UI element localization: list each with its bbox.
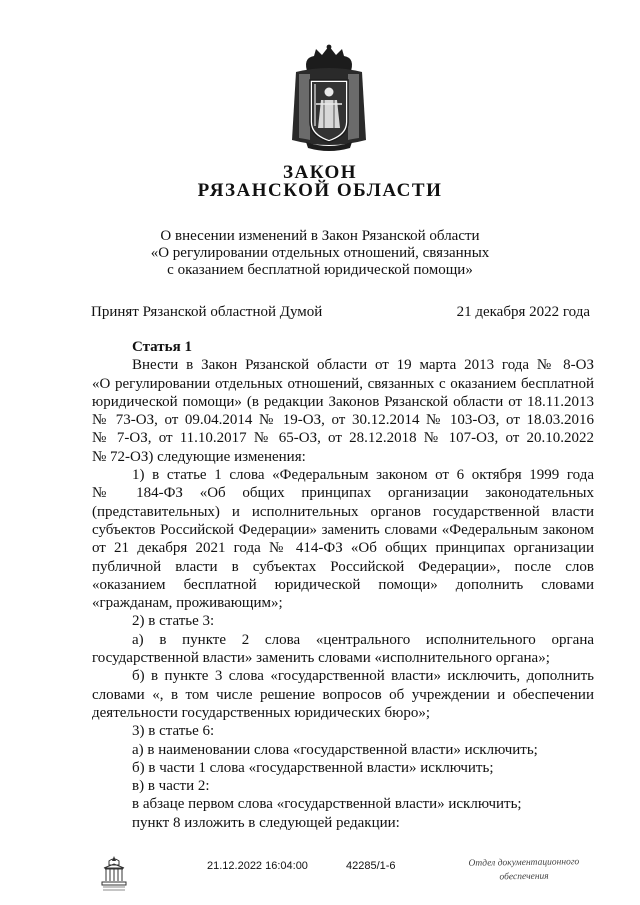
- article-heading: Статья 1: [132, 339, 192, 355]
- article-line: № 184-ФЗ «Об общих принципах организации законодательных: [92, 485, 594, 502]
- department-stamp: [444, 855, 604, 885]
- adoption-date: 21 декабря 2022 года: [456, 304, 590, 320]
- article-line: № 72-ОЗ) следующие изменения:: [92, 448, 306, 465]
- ryazan-coat-of-arms-icon: [288, 44, 370, 154]
- article-line: государственной власти» заменить словами «исполнительного органа»;: [92, 650, 550, 667]
- article-line: 1) в статье 1 слова «Федеральным законом от 6 октября 1999 года: [132, 467, 594, 484]
- adoption-label: Принят Рязанской областной Думой: [91, 304, 323, 320]
- stamp-line: Отдел документационного: [468, 857, 580, 869]
- article-line: 3) в статье 6:: [132, 723, 215, 740]
- article-line: в) в части 2:: [132, 778, 210, 795]
- article-line: деятельности государственных юридических бюро»;: [92, 704, 431, 721]
- article-line: б) в части 1 слова «государственной власти» исключить;: [132, 759, 494, 776]
- article-line: юридической помощи» (в редакции Законов Рязанской области от 18.11.2013: [92, 393, 594, 410]
- law-subtitle-line: О внесении изменений в Закон Рязанской области: [160, 228, 480, 244]
- article-line: 2) в статье 3:: [132, 613, 215, 630]
- law-subtitle-line: с оказанием бесплатной юридической помощи»: [167, 262, 473, 278]
- law-region-title: РЯЗАНСКОЙ ОБЛАСТИ: [197, 180, 443, 201]
- article-line: «оказанием бесплатной юридической помощи» дополнить словами: [92, 576, 594, 593]
- article-line: а) в пункте 2 слова «центрального исполнительного органа: [132, 631, 594, 648]
- article-line: «О регулировании отдельных отношений, связанных с оказанием бесплатной: [92, 375, 594, 392]
- law-subtitle-line: «О регулировании отдельных отношений, связанных: [150, 245, 490, 261]
- article-line: № 7-ОЗ, от 11.10.2017 № 65-ОЗ, от 28.12.2018 № 107-ОЗ, от 20.10.2022: [92, 430, 594, 447]
- article-line: от 21 декабря 2021 года № 414-ФЗ «Об общих принципах организации: [92, 540, 594, 557]
- article-body: [92, 338, 594, 832]
- duma-building-mark-icon: [100, 855, 128, 893]
- article-line: субъектов Российской Федерации» заменить словами «Федеральным законом: [92, 521, 594, 538]
- article-line: Внести в Закон Рязанской области от 19 марта 2013 года № 8-ОЗ: [132, 357, 594, 374]
- article-line: в абзаце первом слова «государственной власти» исключить;: [132, 796, 522, 813]
- footer-doc-number: 42285/1-6: [346, 860, 396, 872]
- article-line: словами «, в том числе решение вопросов об учреждении и обеспечении: [92, 686, 594, 703]
- article-line: публичной власти в субъектах Российской Федерации», после слов: [92, 558, 594, 575]
- article-line: пункт 8 изложить в следующей редакции:: [132, 814, 400, 831]
- article-line: № 73-ОЗ, от 09.04.2014 № 19-ОЗ, от 30.12.2014 № 103-ОЗ, от 18.03.2016: [92, 412, 594, 429]
- law-title: ЗАКОН: [282, 162, 358, 183]
- stamp-line: обеспечения: [499, 871, 549, 883]
- article-line: «гражданам, проживающим»;: [92, 595, 283, 612]
- article-line: а) в наименовании слова «государственной власти» исключить;: [132, 741, 538, 758]
- footer-timestamp: 21.12.2022 16:04:00: [207, 860, 308, 872]
- article-line: б) в пункте 3 слова «государственной власти» исключить, дополнить: [132, 668, 594, 685]
- article-line: (представительных) и исполнительных органов государственной власти: [92, 503, 594, 520]
